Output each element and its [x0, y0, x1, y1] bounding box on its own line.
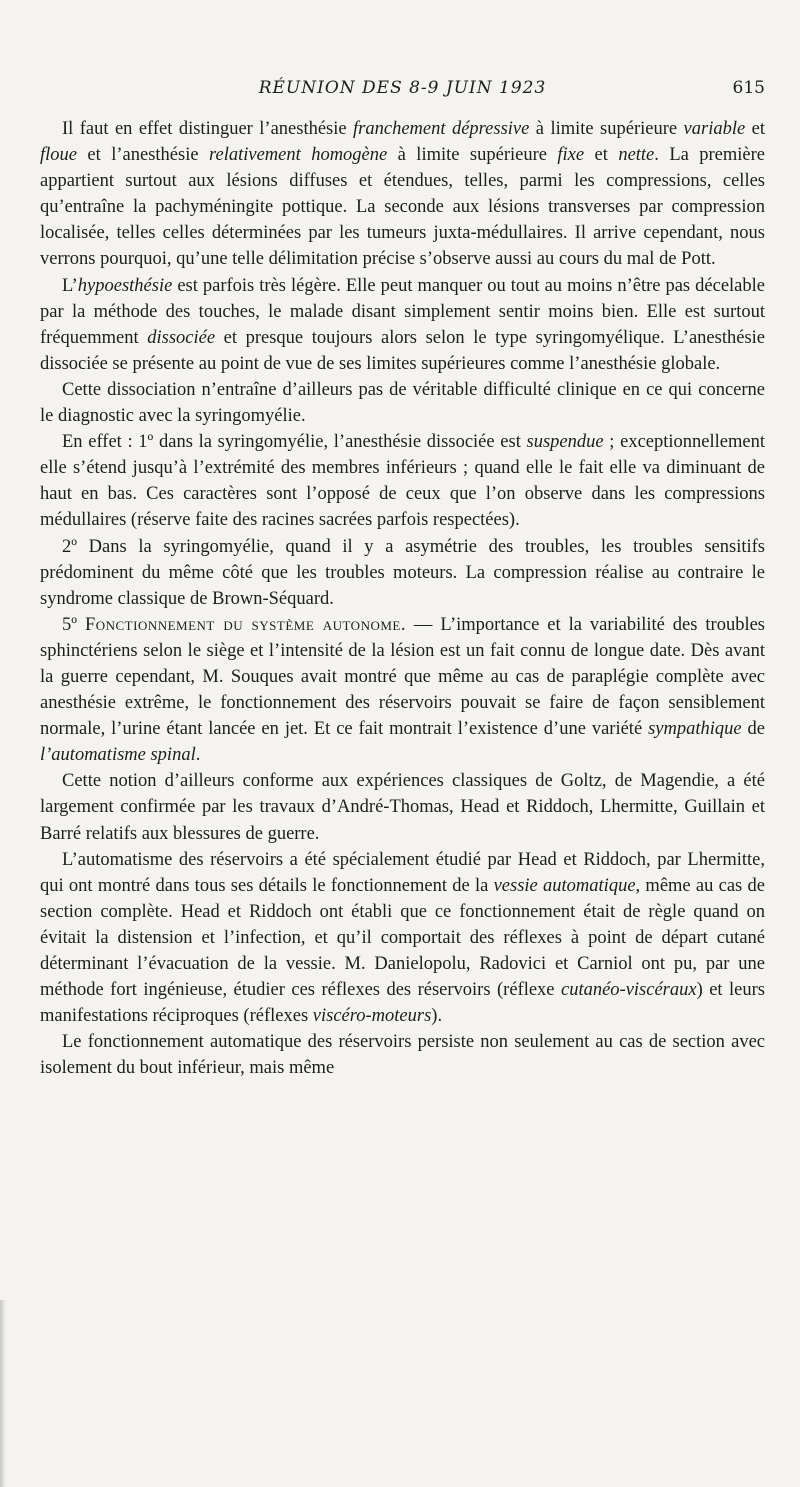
- page-edge-shadow: [0, 1300, 6, 1487]
- page-number: 615: [732, 78, 765, 98]
- paragraph-hypoesthesie: L’hypoesthésie est parfois très légère. Elle peut manquer ou tout au moins n’être pas décelable par la méthode des touches, le malade disant simplement sentir moins bien. Elle est surtout fréquemment dissociée et presque toujours alors selon le type syringomyélique. L’anesthésie dissociée se présente au point de vue de ses limites supérieures comme l’anesthésie globale.: [40, 275, 765, 374]
- paragraph-notion-goltz: Cette notion d’ailleurs conforme aux expériences classiques de Goltz, de Magendie, a été largement confirmée par les travaux d’André-Thomas, Head et Riddoch, Lhermitte, Guillain et Barré relatifs aux blessures de guerre.: [40, 771, 765, 844]
- paragraph-dissociation: Cette dissociation n’entraîne d’ailleurs pas de véritable difficulté clinique en ce qui concerne le diagnostic avec la syringomyélie.: [40, 379, 765, 427]
- paragraph-automatisme-reservoirs: L’automatisme des réservoirs a été spécialement étudié par Head et Riddoch, par Lhermitte, qui ont montré dans tous ses détails le fonctionnement de la vessie automatique, même au cas de section complète. Head et Riddoch ont établi que ce fonctionnement était de règle quand on évitait la distension et l’infection, et qu’il comportait des réflexes à point de départ cutané déterminant l’évacuation de la vessie. M. Danielopolu, Radovici et Carniol ont pu, par une méthode fort ingénieuse, étudier ces réflexes des réservoirs (réflexe cutanéo-viscéraux) et leurs manifestations réciproques (réflexes viscéro-moteurs).: [40, 849, 765, 1027]
- paragraph-systeme-autonome: 5º Fonctionnement du système autonome. — L’importance et la variabilité des troubles sphinctériens selon le siège et l’intensité de la lésion est un fait connu de longue date. Dès avant la guerre cependant, M. Souques avait montré que même au cas de paraplégie complète avec anesthésie extrême, le fonctionnement des réservoirs pouvait se faire de façon sensiblement normale, l’urine étant lancée en jet. Et ce fait montrait l’existence d’une variété sympathique de l’automatisme spinal.: [40, 614, 765, 766]
- body-text: [40, 116, 765, 1081]
- section-heading: Fonctionnement du système autonome.: [84, 614, 406, 635]
- paragraph-syringomyelie-1: En effet : 1º dans la syringomyélie, l’anesthésie dissociée est suspendue ; exceptionnellement elle s’étend jusqu’à l’extrémité des membres inférieurs ; quand elle le fait elle va diminuant de haut en bas. Ces caractères sont l’opposé de ceux que l’on observe dans les compressions médullaires (réserve faite des racines sacrées parfois respectées).: [40, 432, 765, 531]
- paragraph-fonctionnement-automatique: Le fonctionnement automatique des réservoirs persiste non seulement au cas de section avec isolement du bout inférieur, mais même: [40, 1032, 765, 1079]
- paragraph-anesthesie-limite: Il faut en effet distinguer l’anesthésie franchement dépressive à limite supérieure variable et floue et l’anesthésie relativement homogène à limite supérieure fixe et nette. La première appartient surtout aux lésions diffuses et étendues, telles, parmi les compressions, celles qu’entraîne la pachyméningite pottique. La seconde aux lésions transverses par compression localisée, telles celles déterminées par les tumeurs juxta-médullaires. Il arrive cependant, nous verrons pourquoi, qu’une telle délimitation précise s’observe aussi au cours du mal de Pott.: [40, 119, 766, 270]
- paragraph-syringomyelie-2: 2º Dans la syringomyélie, quand il y a asymétrie des troubles, les troubles sensitifs prédominent du même côté que les troubles moteurs. La compression réalise au contraire le syndrome classique de Brown-Séquard.: [40, 536, 765, 609]
- running-head: RÉUNION DES 8-9 JUIN 1923: [258, 78, 547, 98]
- page-header: [40, 78, 765, 104]
